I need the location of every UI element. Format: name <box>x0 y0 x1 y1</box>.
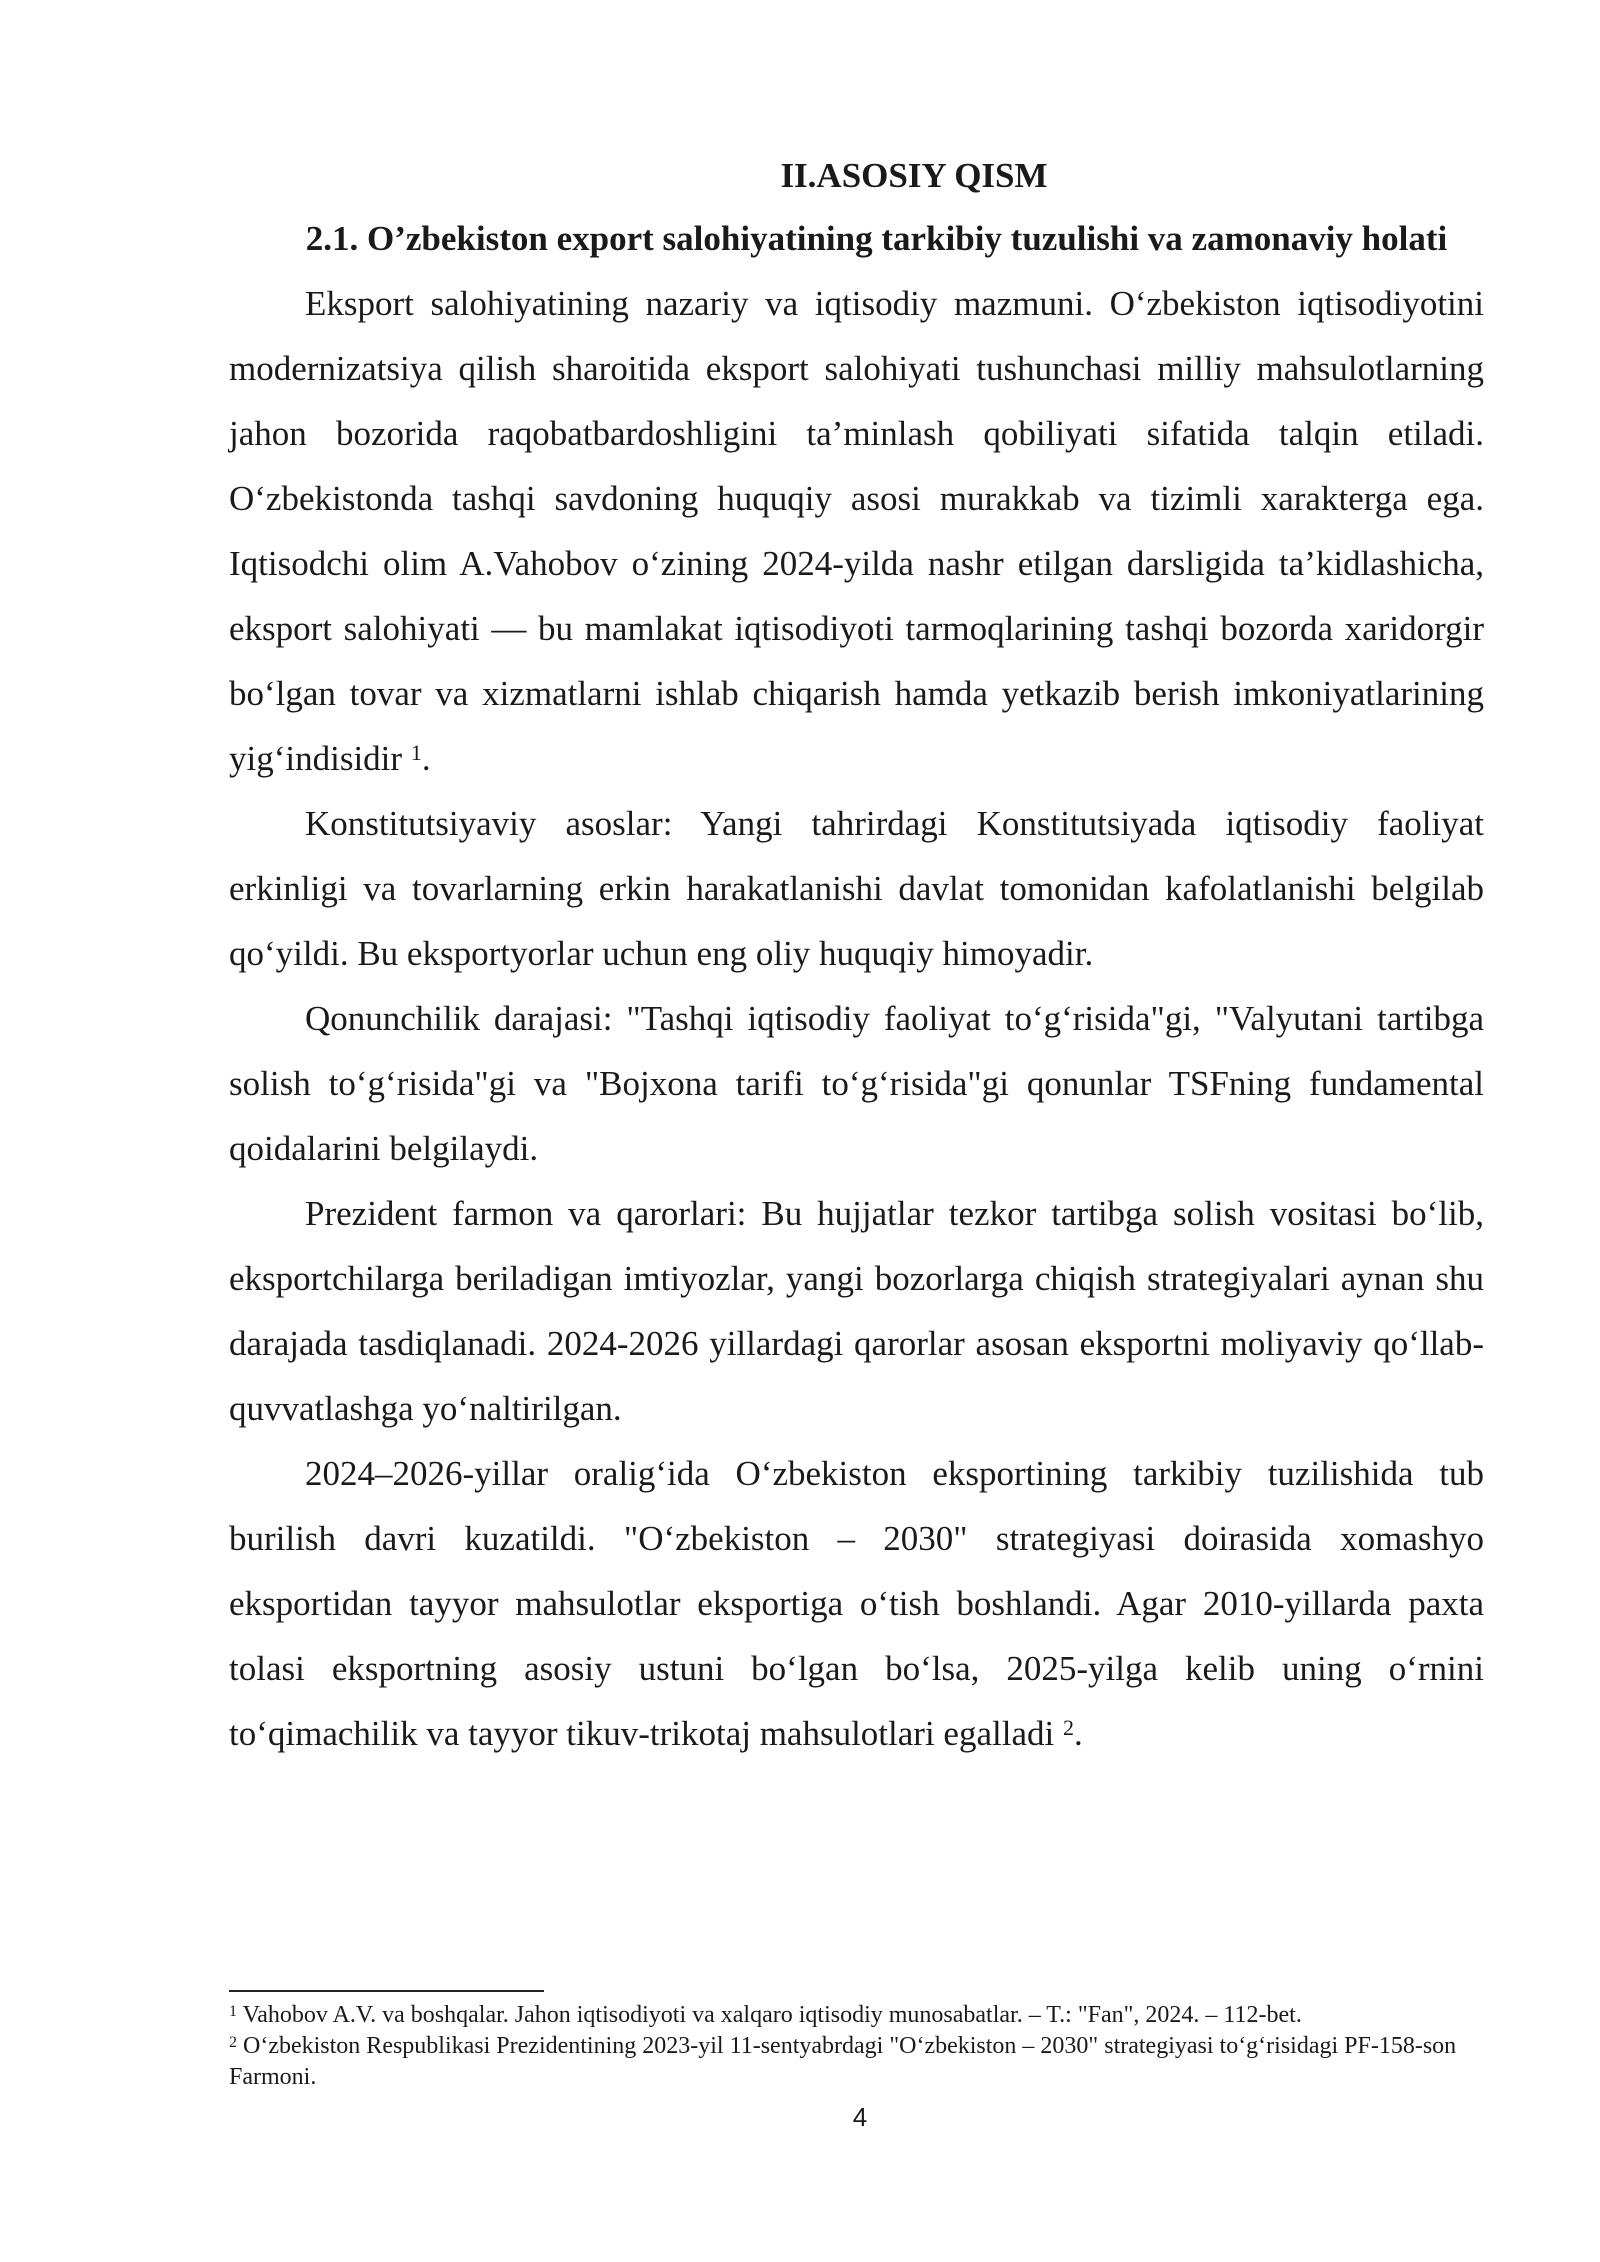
paragraph-ending: . <box>1073 1714 1083 1753</box>
paragraph-presidential-decrees: Prezident farmon va qarorlari: Bu hujjatlar tezkor tartibga solish vositasi bo‘lib, eksportchilarga beriladigan imtiyozlar, yangi bozorlarga chiqish strategiyalari aynan shu darajada tasdiqlanadi. 2024-2026 yillardagi qarorlar asosan eksportni moliyaviy qo‘llab-quvvatlashga yo‘naltirilgan. <box>229 1194 1484 1428</box>
paragraph-structural-shift <box>229 1441 1484 1766</box>
footnote-ref: 1 <box>410 740 422 765</box>
footnotes <box>229 2000 1484 2093</box>
paragraph-text: Eksport salohiyatining nazariy va iqtisodiy mazmuni. O‘zbekiston iqtisodiyotini modernizatsiya qilish sharoitida eksport salohiyati tushunchasi milliy mahsulotlarning jahon bozorida raqobatbardoshligini ta’minlash qobiliyati sifatida talqin etiladi. O‘zbekistonda tashqi savdoning huquqiy asosi murakkab va tizimli xarakterga ega. Iqtisodchi olim A.Vahobov o‘zining 2024-yilda nashr etilgan darsligida ta’kidlashicha, eksport salohiyati — bu mamlakat iqtisodiyoti tarmoqlarining tashqi bozorda xaridorgir bo‘lgan tovar va xizmatlarni ishlab chiqarish hamda yetkazib berish imkoniyatlarining yig‘indisidir <box>229 284 1484 778</box>
section-title: II.ASOSIY QISM <box>780 156 1048 195</box>
page-number: 4 <box>852 2102 868 2132</box>
footnote-item <box>229 2031 1484 2093</box>
footnote-text: O‘zbekiston Respublikasi Prezidentining 2023-yil 11-sentyabrdagi "O‘zbekiston – 2030" strategiyasi to‘g‘risidagi PF-158-son Farmoni. <box>229 2033 1457 2090</box>
footnote-item <box>229 2000 1484 2031</box>
paragraph-legislation: Qonunchilik darajasi: "Tashqi iqtisodiy faoliyat to‘g‘risida"gi, "Valyutani tartibga solish to‘g‘risida"gi va "Bojxona tarifi to‘g‘risida"gi qonunlar TSFning fundamental qoidalarini belgilaydi. <box>229 999 1484 1168</box>
page-body <box>229 146 1484 1766</box>
paragraph-ending: . <box>421 739 431 778</box>
subsection-title: 2.1. O’zbekiston export salohiyatining tarkibiy tuzulishi va zamonaviy holati <box>305 219 1448 258</box>
footnote-text: Vahobov A.V. va boshqalar. Jahon iqtisodiyoti va xalqaro iqtisodiy munosabatlar. – T.: "Fan", 2024. – 112-bet. <box>237 2002 1302 2028</box>
footnote-marker: 2 <box>229 2034 237 2051</box>
footnote-marker: 1 <box>229 2003 237 2020</box>
paragraph-text: 2024–2026-yillar oralig‘ida O‘zbekiston eksportining tarkibiy tuzilishida tub burilish davri kuzatildi. "O‘zbekiston – 2030" strategiyasi doirasida xomashyo eksportidan tayyor mahsulotlar eksportiga o‘tish boshlandi. Agar 2010-yillarda paxta tolasi eksportning asosiy ustuni bo‘lgan bo‘lsa, 2025-yilga kelib uning o‘rnini to‘qimachilik va tayyor tikuv-trikotaj mahsulotlari egalladi <box>229 1454 1484 1753</box>
footnote-ref: 2 <box>1062 1715 1074 1740</box>
paragraph-constitutional: Konstitutsiyaviy asoslar: Yangi tahrirdagi Konstitutsiyada iqtisodiy faoliyat erkinligi va tovarlarning erkin harakatlanishi davlat tomonidan kafolatlanishi belgilab qo‘yildi. Bu eksportyorlar uchun eng oliy huquqiy himoyadir. <box>229 804 1484 973</box>
paragraph-export-potential <box>229 271 1484 791</box>
footnote-separator <box>229 1990 544 1992</box>
